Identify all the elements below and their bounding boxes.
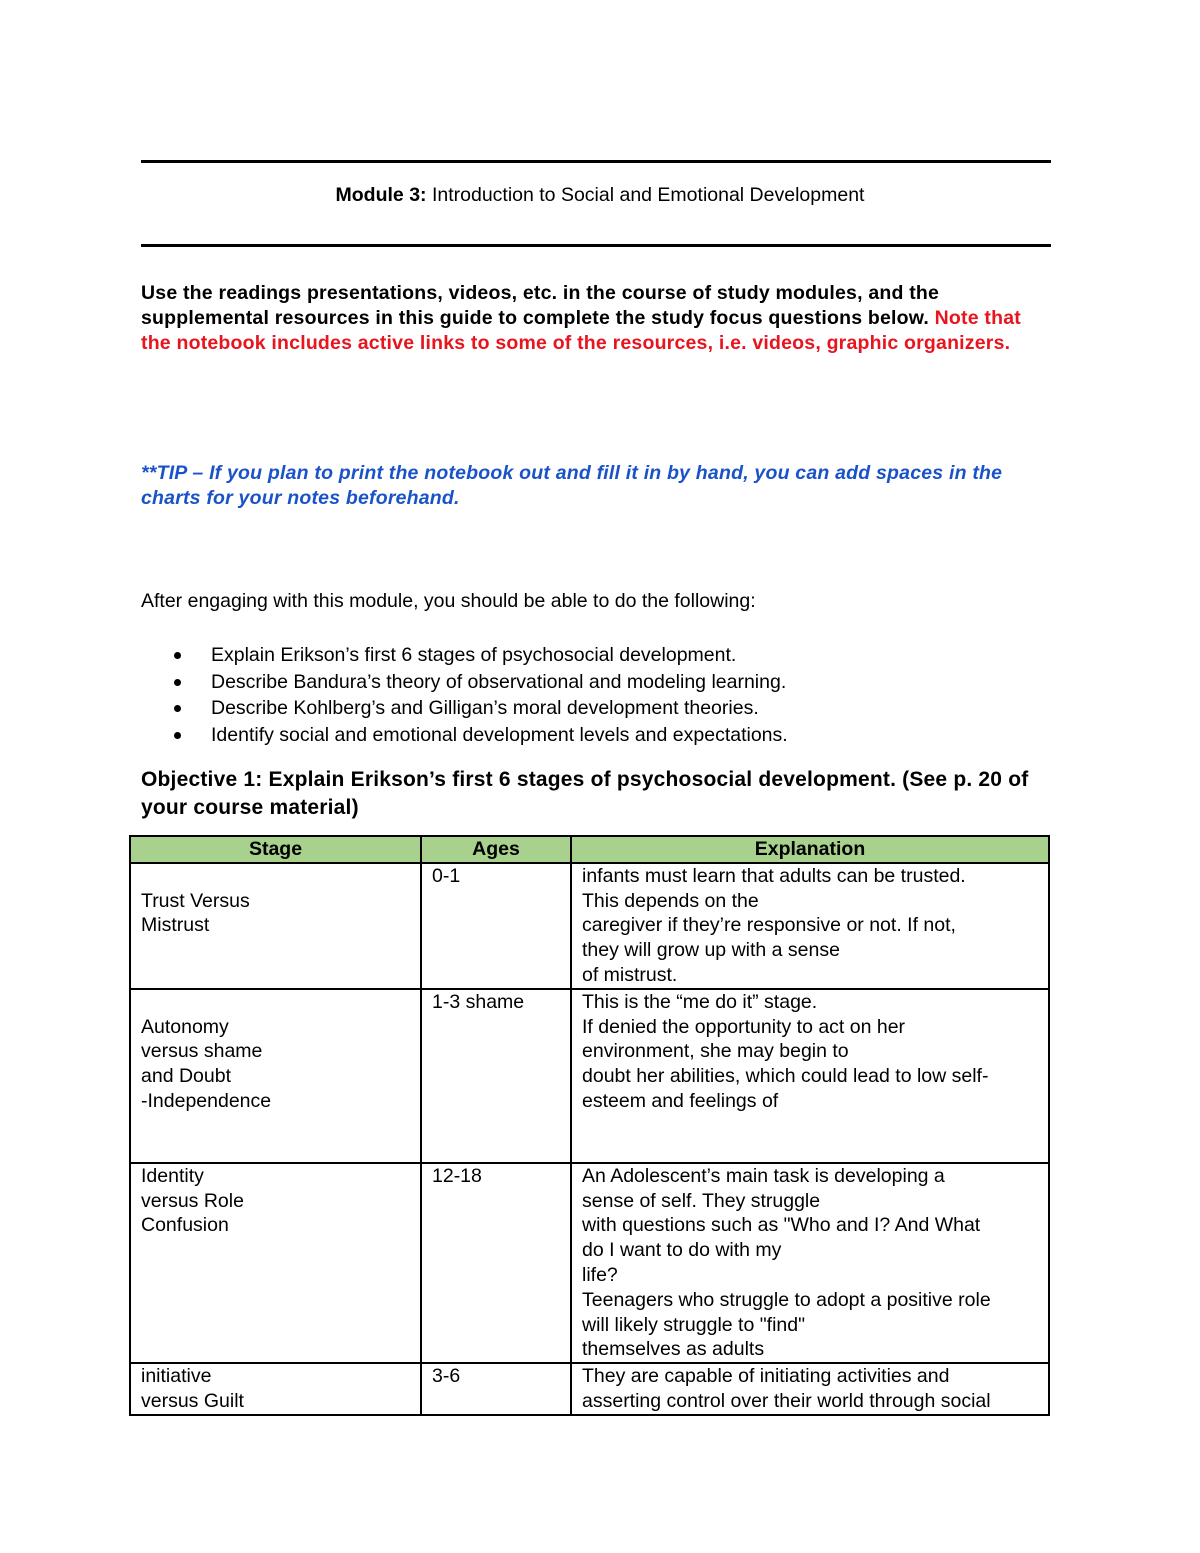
- explanation-cell: An Adolescent’s main task is developing a sense of self. They struggle with questions such as "Who and I? And What do I want to do with my life? Teenagers who struggle to adopt a positive role will likely struggle to "find" themselves as adults: [571, 1163, 1049, 1363]
- bullet-icon: [174, 679, 181, 686]
- objective-label: Objective 1:: [141, 768, 263, 791]
- ages-cell: 1-3 shame: [421, 989, 571, 1163]
- list-item: Describe Bandura’s theory of observational and modeling learning.: [141, 669, 788, 696]
- ages-cell: 12-18: [421, 1163, 571, 1363]
- table-row: [130, 1363, 1049, 1415]
- module-label: Module 3:: [335, 184, 427, 206]
- objective-text: Explain Erikson’s first 6 stages of psychosocial development. (See p. 20 of your course material): [141, 768, 1029, 819]
- module-title: [0, 184, 1200, 207]
- top-divider: [141, 160, 1051, 163]
- stage-cell: Identity versus Role Confusion: [130, 1163, 421, 1363]
- explanation-cell: infants must learn that adults can be trusted. This depends on the caregiver if they’re responsive or not. If not, they will grow up with a sense of mistrust.: [571, 863, 1049, 989]
- ages-cell: 0-1: [421, 863, 571, 989]
- learning-outcomes-list: [141, 642, 788, 749]
- header-explanation: Explanation: [571, 836, 1049, 863]
- stage-cell: initiative versus Guilt: [130, 1363, 421, 1415]
- module-name: Introduction to Social and Emotional Development: [426, 184, 865, 206]
- stage-cell: Autonomy versus shame and Doubt -Independence: [130, 989, 421, 1163]
- ages-cell: 3-6: [421, 1363, 571, 1415]
- explanation-cell: They are capable of initiating activities and asserting control over their world through social: [571, 1363, 1049, 1415]
- header-ages: Ages: [421, 836, 571, 863]
- bottom-divider: [141, 244, 1051, 247]
- list-item: Describe Kohlberg’s and Gilligan’s moral development theories.: [141, 695, 788, 722]
- list-item: Identify social and emotional development levels and expectations.: [141, 722, 788, 749]
- bullet-icon: [174, 705, 181, 712]
- table-row: [130, 989, 1049, 1163]
- objective-heading: [141, 766, 1056, 822]
- erikson-stages-table: [129, 835, 1050, 1416]
- bullet-icon: [174, 652, 181, 659]
- table-row: [130, 1163, 1049, 1363]
- stage-cell: Trust Versus Mistrust: [130, 863, 421, 989]
- header-stage: Stage: [130, 836, 421, 863]
- bullet-icon: [174, 732, 181, 739]
- table-header-row: [130, 836, 1049, 863]
- list-item: Explain Erikson’s first 6 stages of psychosocial development.: [141, 642, 788, 669]
- intro-paragraph: [141, 281, 1056, 356]
- explanation-cell: This is the “me do it” stage. If denied the opportunity to act on her environment, she may begin to doubt her abilities, which could lead to low self- esteem and feelings of: [571, 989, 1049, 1163]
- table-row: [130, 863, 1049, 989]
- intro-instructions: Use the readings presentations, videos, etc. in the course of study modules, and the supplemental resources in this guide to complete the study focus questions below.: [141, 282, 940, 329]
- tip-paragraph: **TIP – If you plan to print the notebook out and fill it in by hand, you can add spaces in the charts for your notes beforehand.: [141, 462, 1003, 509]
- learning-outcomes-intro: After engaging with this module, you should be able to do the following:: [141, 590, 756, 612]
- intro-note: Note that the notebook includes active links to some of the resources, i.e. videos, graphic organizers.: [141, 307, 1021, 354]
